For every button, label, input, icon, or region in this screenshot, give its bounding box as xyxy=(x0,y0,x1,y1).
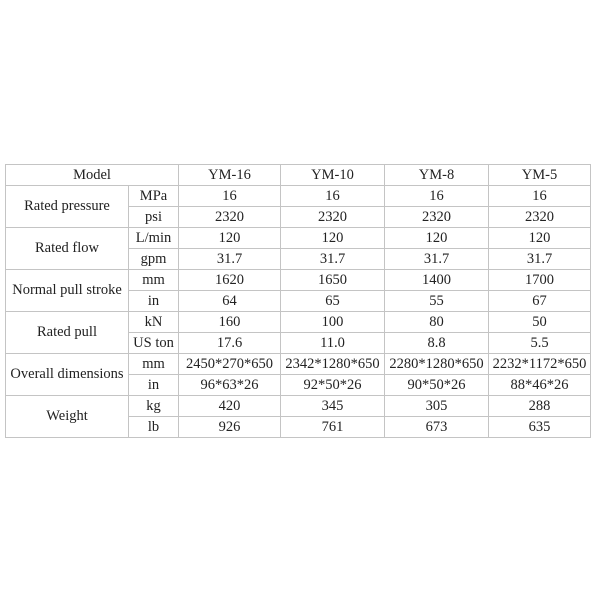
spec-table-body xyxy=(6,165,591,438)
spec-value: 31.7 xyxy=(385,249,489,270)
spec-value: 1620 xyxy=(179,270,281,291)
spec-unit: US ton xyxy=(129,333,179,354)
spec-value: 90*50*26 xyxy=(385,375,489,396)
spec-label: Weight xyxy=(6,396,129,438)
spec-value: 120 xyxy=(385,228,489,249)
spec-value: 160 xyxy=(179,312,281,333)
spec-value: 31.7 xyxy=(281,249,385,270)
header-model: YM-10 xyxy=(281,165,385,186)
spec-value: 2342*1280*650 xyxy=(281,354,385,375)
spec-value: 120 xyxy=(179,228,281,249)
spec-value: 96*63*26 xyxy=(179,375,281,396)
spec-value: 64 xyxy=(179,291,281,312)
spec-unit: in xyxy=(129,375,179,396)
spec-value: 11.0 xyxy=(281,333,385,354)
spec-unit: mm xyxy=(129,270,179,291)
spec-label: Rated flow xyxy=(6,228,129,270)
table-row xyxy=(6,396,591,417)
spec-value: 17.6 xyxy=(179,333,281,354)
spec-value: 8.8 xyxy=(385,333,489,354)
spec-value: 345 xyxy=(281,396,385,417)
spec-value: 31.7 xyxy=(489,249,591,270)
spec-value: 2280*1280*650 xyxy=(385,354,489,375)
spec-value: 1400 xyxy=(385,270,489,291)
spec-value: 2320 xyxy=(179,207,281,228)
table-row xyxy=(6,354,591,375)
header-model: YM-16 xyxy=(179,165,281,186)
spec-value: 635 xyxy=(489,417,591,438)
spec-value: 1700 xyxy=(489,270,591,291)
spec-value: 926 xyxy=(179,417,281,438)
spec-value: 80 xyxy=(385,312,489,333)
spec-unit: MPa xyxy=(129,186,179,207)
spec-value: 55 xyxy=(385,291,489,312)
table-row xyxy=(6,312,591,333)
spec-value: 305 xyxy=(385,396,489,417)
spec-value: 120 xyxy=(489,228,591,249)
spec-value: 65 xyxy=(281,291,385,312)
spec-value: 16 xyxy=(385,186,489,207)
spec-unit: kg xyxy=(129,396,179,417)
table-row xyxy=(6,228,591,249)
spec-value: 50 xyxy=(489,312,591,333)
spec-unit: lb xyxy=(129,417,179,438)
spec-value: 88*46*26 xyxy=(489,375,591,396)
spec-unit: gpm xyxy=(129,249,179,270)
spec-value: 1650 xyxy=(281,270,385,291)
spec-value: 673 xyxy=(385,417,489,438)
spec-label: Rated pressure xyxy=(6,186,129,228)
table-row xyxy=(6,270,591,291)
spec-value: 16 xyxy=(489,186,591,207)
spec-value: 420 xyxy=(179,396,281,417)
spec-value: 100 xyxy=(281,312,385,333)
spec-value: 16 xyxy=(281,186,385,207)
spec-value: 2232*1172*650 xyxy=(489,354,591,375)
spec-unit: psi xyxy=(129,207,179,228)
spec-value: 2320 xyxy=(385,207,489,228)
spec-unit: in xyxy=(129,291,179,312)
spec-value: 92*50*26 xyxy=(281,375,385,396)
spec-unit: L/min xyxy=(129,228,179,249)
spec-label: Normal pull stroke xyxy=(6,270,129,312)
header-row xyxy=(6,165,591,186)
header-model: YM-5 xyxy=(489,165,591,186)
spec-value: 31.7 xyxy=(179,249,281,270)
header-model: YM-8 xyxy=(385,165,489,186)
spec-value: 16 xyxy=(179,186,281,207)
spec-unit: kN xyxy=(129,312,179,333)
spec-value: 5.5 xyxy=(489,333,591,354)
spec-value: 761 xyxy=(281,417,385,438)
spec-table xyxy=(5,164,591,438)
spec-unit: mm xyxy=(129,354,179,375)
spec-value: 67 xyxy=(489,291,591,312)
spec-value: 120 xyxy=(281,228,385,249)
table-row xyxy=(6,186,591,207)
spec-value: 2320 xyxy=(489,207,591,228)
header-model-label: Model xyxy=(6,165,179,186)
spec-value: 2450*270*650 xyxy=(179,354,281,375)
spec-label: Overall dimensions xyxy=(6,354,129,396)
spec-value: 2320 xyxy=(281,207,385,228)
spec-label: Rated pull xyxy=(6,312,129,354)
spec-value: 288 xyxy=(489,396,591,417)
